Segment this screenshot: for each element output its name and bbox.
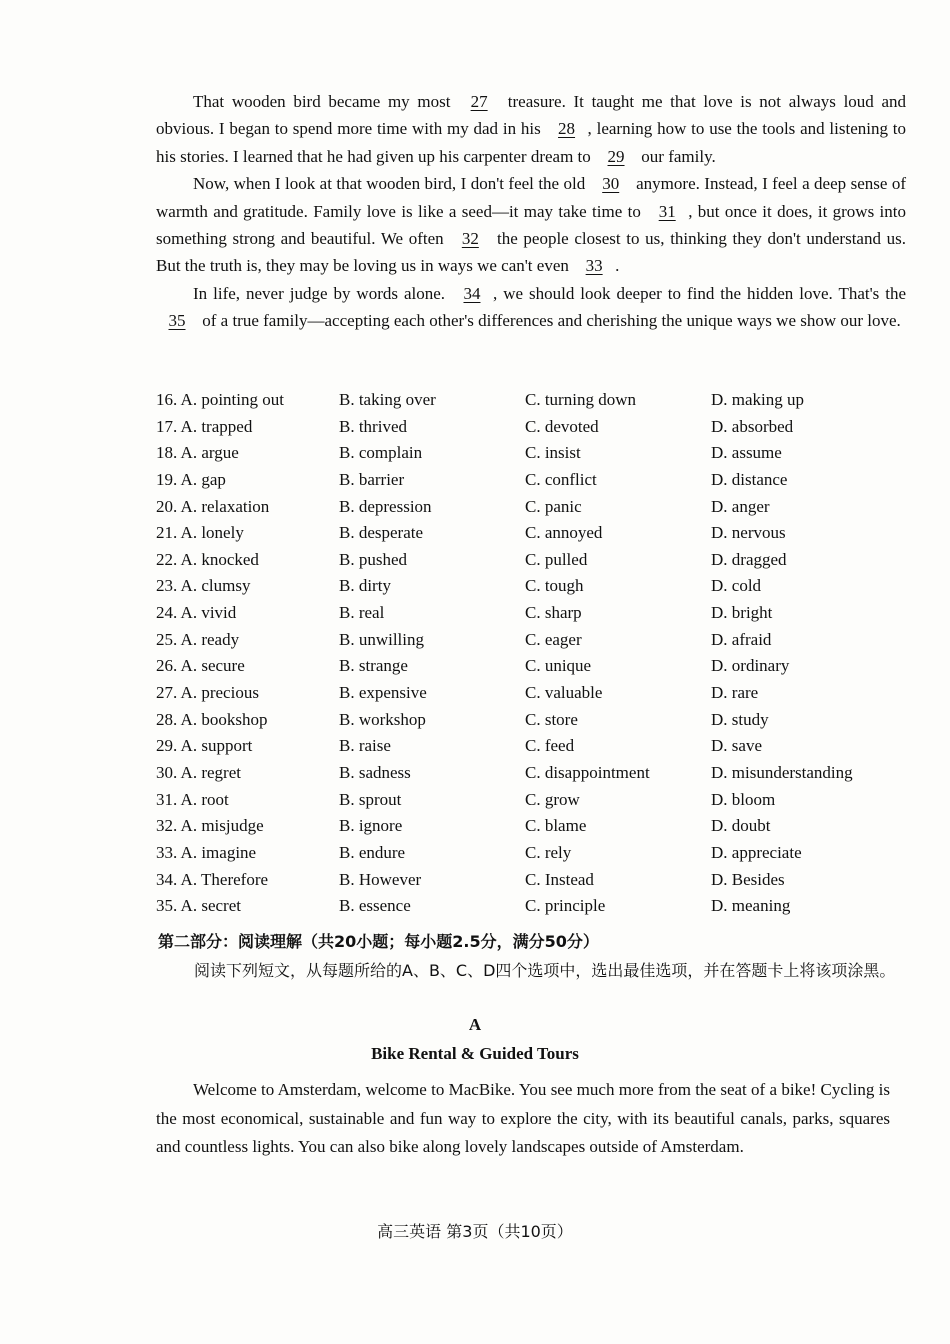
paragraph-2 <box>156 170 906 280</box>
option-choice: B. pushed <box>339 549 407 569</box>
option-choice: D. ordinary <box>711 656 790 676</box>
option-choice: B. desperate <box>339 523 424 543</box>
option-choice: C. disappointment <box>525 762 650 782</box>
text-segment: treasure. It taught me that love is not always loud and obvious. I began to spend more time with my dad in his <box>156 92 907 139</box>
option-choice: D. appreciate <box>711 842 802 862</box>
option-choice: C. insist <box>525 443 581 463</box>
option-choice: C. panic <box>525 496 582 516</box>
option-row <box>156 840 916 867</box>
option-choice: D. cold <box>711 576 762 596</box>
option-choice: D. Besides <box>711 869 785 889</box>
option-choice: 27. A. precious <box>156 683 259 703</box>
option-choice: 33. A. imagine <box>156 842 257 862</box>
section-heading: 第二部分：阅读理解（共20小题；每小题2.5分，满分50分） <box>158 932 599 951</box>
option-row <box>156 440 916 467</box>
option-choice: B. depression <box>339 496 432 516</box>
option-choice: 26. A. secure <box>156 656 245 676</box>
section-instruction: 阅读下列短文，从每题所给的A、B、C、D四个选项中，选出最佳选项，并在答题卡上将该项涂黑。 <box>194 961 896 980</box>
option-row <box>156 680 916 707</box>
text-segment: , learning how to use the tools and listening to his stories. I learned that he had given up his carpenter dream to <box>156 119 907 166</box>
option-row <box>156 494 916 521</box>
option-choice: C. pulled <box>525 549 588 569</box>
answer-options-table <box>156 387 916 920</box>
option-choice: C. Instead <box>525 869 594 889</box>
blank-30: 30 <box>602 174 620 194</box>
option-choice: 28. A. bookshop <box>156 709 268 729</box>
option-choice: B. raise <box>339 736 391 756</box>
option-row <box>156 787 916 814</box>
option-row <box>156 733 916 760</box>
option-row <box>156 813 916 840</box>
blank-34: 34 <box>463 283 481 303</box>
option-choice: 19. A. gap <box>156 469 226 489</box>
option-choice: D. bloom <box>711 789 776 809</box>
passage-title: Bike Rental & Guided Tours <box>371 1044 579 1063</box>
option-choice: 21. A. lonely <box>156 523 244 543</box>
blank-28: 28 <box>558 119 576 139</box>
option-choice: C. turning down <box>525 390 636 409</box>
option-row <box>156 387 916 414</box>
option-choice: C. principle <box>525 896 606 916</box>
option-row <box>156 467 916 494</box>
option-choice: B. essence <box>339 896 411 916</box>
text-segment: That wooden bird became my most <box>193 92 451 111</box>
option-choice: B. unwilling <box>339 629 425 649</box>
option-choice: 25. A. ready <box>156 629 240 649</box>
option-choice: B. endure <box>339 842 406 862</box>
option-choice: C. feed <box>525 736 575 756</box>
passage-letter: A <box>468 1015 482 1034</box>
option-choice: 18. A. argue <box>156 443 239 463</box>
option-choice: D. dragged <box>711 549 787 569</box>
option-choice: 35. A. secret <box>156 896 241 916</box>
option-choice: B. real <box>339 603 385 623</box>
option-choice: C. conflict <box>525 469 597 489</box>
option-choice: C. store <box>525 709 578 729</box>
option-choice: B. sprout <box>339 789 402 809</box>
option-choice: D. rare <box>711 683 759 703</box>
option-choice: C. rely <box>525 842 572 862</box>
option-choice: 34. A. Therefore <box>156 869 269 889</box>
option-row <box>156 520 916 547</box>
option-choice: D. absorbed <box>711 416 794 436</box>
page-footer: 高三英语 第3页（共10页） <box>377 1222 573 1241</box>
option-choice: 20. A. relaxation <box>156 496 270 516</box>
option-choice: D. meaning <box>711 896 791 916</box>
option-choice: B. strange <box>339 656 408 676</box>
option-choice: 23. A. clumsy <box>156 576 251 596</box>
text-segment: our family. <box>641 146 716 166</box>
option-choice: D. save <box>711 736 762 756</box>
option-choice: B. However <box>339 869 422 889</box>
option-choice: B. expensive <box>339 683 427 703</box>
option-choice: D. making up <box>711 390 805 409</box>
option-choice: 29. A. support <box>156 736 253 756</box>
text-segment: of a true family—accepting each other's differences and cherishing the unique ways we show our love. <box>202 311 901 331</box>
text-segment: In life, never judge by words alone. <box>193 283 446 303</box>
option-choice: D. anger <box>711 496 770 516</box>
text-segment: the people closest to us, thinking they don't understand us. But the truth is, they may be loving us in ways we can't even <box>156 229 906 276</box>
option-choice: 17. A. trapped <box>156 416 253 436</box>
option-choice: B. barrier <box>339 469 405 489</box>
blank-27: 27 <box>470 92 488 111</box>
blank-29: 29 <box>607 146 625 166</box>
option-choice: C. tough <box>525 576 584 596</box>
option-choice: 31. A. root <box>156 789 229 809</box>
text-segment: anymore. Instead, I feel a deep sense of warmth and gratitude. Family love is like a seed—it may take time to <box>156 174 907 221</box>
option-row <box>156 627 916 654</box>
blank-35: 35 <box>168 311 186 331</box>
option-choice: C. annoyed <box>525 523 603 543</box>
reading-passage-a <box>156 1076 890 1162</box>
option-choice: C. devoted <box>525 416 599 436</box>
option-choice: B. thrived <box>339 416 407 436</box>
option-choice: B. workshop <box>339 709 426 729</box>
option-choice: 32. A. misjudge <box>156 816 264 836</box>
option-row <box>156 414 916 441</box>
option-row <box>156 893 916 920</box>
option-choice: B. dirty <box>339 576 391 596</box>
text-segment: , but once it does, it grows into something strong and beautiful. We often <box>156 201 906 249</box>
option-choice: 24. A. vivid <box>156 603 237 623</box>
option-row <box>156 547 916 574</box>
option-row <box>156 653 916 680</box>
option-row <box>156 573 916 600</box>
paragraph-3 <box>156 280 906 335</box>
option-row <box>156 707 916 734</box>
option-choice: 30. A. regret <box>156 762 241 782</box>
option-row <box>156 600 916 627</box>
option-choice: D. afraid <box>711 629 772 649</box>
option-choice: D. misunderstanding <box>711 762 853 782</box>
option-choice: 16. A. pointing out <box>156 390 284 409</box>
option-choice: B. complain <box>339 443 423 463</box>
option-choice: D. distance <box>711 469 788 489</box>
blank-31: 31 <box>658 201 676 221</box>
option-choice: B. ignore <box>339 816 403 836</box>
passage-a-text: Welcome to Amsterdam, welcome to MacBike. You see much more from the seat of a bike! Cycling is the most economical, sustainable and fun way to explore the city, with its beautiful canals, parks, squares and countless lights. You can also bike along lovely landscapes outside of Amsterdam. <box>156 1080 890 1157</box>
option-choice: D. study <box>711 709 769 729</box>
text-segment: . <box>615 256 620 276</box>
option-choice: D. doubt <box>711 816 771 836</box>
option-choice: 22. A. knocked <box>156 549 259 569</box>
option-choice: D. bright <box>711 603 773 623</box>
text-segment: Now, when I look at that wooden bird, I don't feel the old <box>193 174 586 194</box>
option-choice: C. valuable <box>525 683 603 703</box>
blank-33: 33 <box>585 256 603 276</box>
blank-32: 32 <box>461 229 479 249</box>
option-choice: B. sadness <box>339 762 411 782</box>
option-choice: C. grow <box>525 789 580 809</box>
cloze-passage <box>156 88 906 335</box>
option-choice: D. assume <box>711 443 782 463</box>
option-row <box>156 867 916 894</box>
option-choice: C. eager <box>525 629 582 649</box>
option-choice: C. blame <box>525 816 587 836</box>
option-choice: D. nervous <box>711 523 786 543</box>
option-row <box>156 760 916 787</box>
paragraph-1 <box>156 88 906 170</box>
option-choice: C. unique <box>525 656 592 676</box>
option-choice: B. taking over <box>339 390 436 409</box>
option-choice: C. sharp <box>525 603 582 623</box>
text-segment: , we should look deeper to find the hidden love. That's the <box>492 283 907 303</box>
